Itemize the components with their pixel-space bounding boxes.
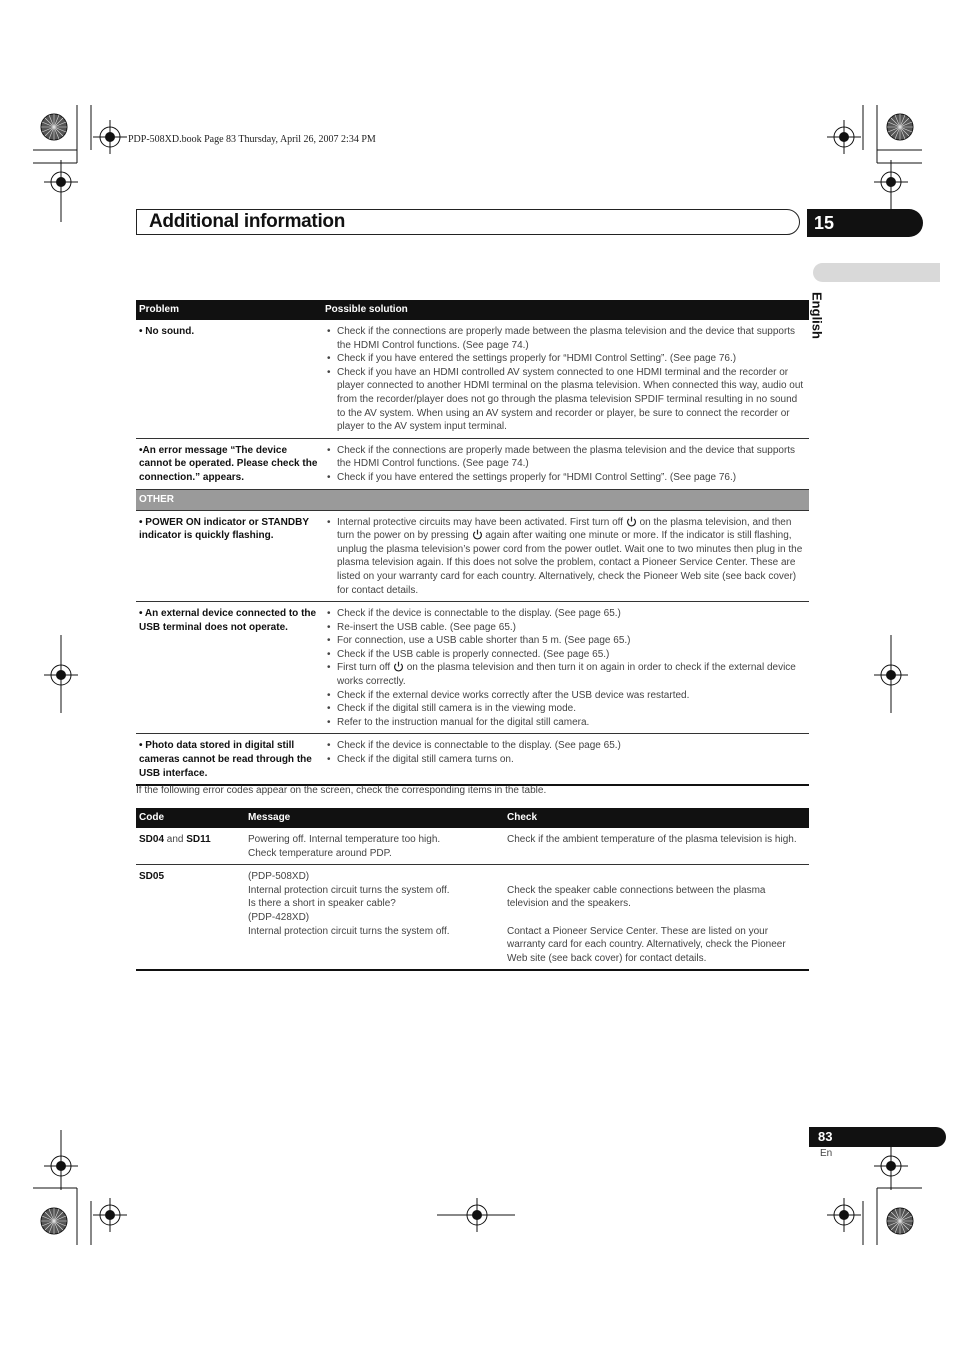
check-text: Contact a Pioneer Service Center. These are listed on your warranty card for each country. Alternatively, check the Pioneer Web site (see back cover) for contact details. <box>507 925 786 964</box>
table-row <box>136 828 809 865</box>
error-code: SD05 <box>139 871 165 883</box>
list-item: • Check if you have an HDMI controlled AV system connected to one HDMI terminal and the recorder or player connected to another HDMI terminal on the plasma television. When connected this way, audio out from the recorder/player does not go through the plasma television SPDIF terminal resulting in no sound to the AV system. When using an AV system and recorder or player, be sure to connect the recorder or player to the AV system input terminal. <box>325 366 806 434</box>
table-row <box>136 320 809 438</box>
check-text: Check the speaker cable connections between the plasma television and the speakers. <box>507 884 766 910</box>
header-code: Code <box>136 808 245 828</box>
header-message: Message <box>245 808 504 828</box>
code-cell <box>136 828 245 865</box>
list-item: • Check if the device is connectable to the display. (See page 65.) <box>325 607 806 621</box>
solution-cell <box>322 734 809 785</box>
check-cell <box>504 865 809 971</box>
table-header-row <box>136 808 809 828</box>
problem-cell: • No sound. <box>136 320 322 438</box>
table-row <box>136 734 809 785</box>
table-row <box>136 865 809 971</box>
list-item: • Check if you have entered the settings properly for “HDMI Control Setting”. (See page 76.) <box>325 352 806 366</box>
error-code: SD11 <box>186 834 211 845</box>
message-cell <box>245 865 504 971</box>
table-row <box>136 510 809 602</box>
solution-text: on the plasma television and then turn it on again in order to check if the external device works correctly. <box>337 662 796 688</box>
solution-cell <box>322 320 809 438</box>
table-row <box>136 602 809 734</box>
power-icon <box>626 516 637 527</box>
language-tab: English <box>809 292 825 339</box>
error-code-table <box>136 808 809 971</box>
list-item <box>325 661 806 688</box>
code-joiner: and <box>164 834 187 845</box>
message-cell <box>245 828 504 865</box>
message-line: Powering off. Internal temperature too high. <box>248 834 441 845</box>
solution-text: First turn off <box>337 662 393 674</box>
problem-cell: • Photo data stored in digital still cameras cannot be read through the USB interface. <box>136 734 322 785</box>
table-header-row <box>136 300 809 320</box>
chapter-title: Additional information <box>149 211 346 232</box>
list-item: • Check if the connections are properly made between the plasma television and the device that supports the HDMI Control functions. (See page 74.) <box>325 444 806 471</box>
table-row <box>136 438 809 489</box>
list-item: • Check if the digital still camera turns on. <box>325 753 806 767</box>
page-number: 83 <box>809 1127 946 1147</box>
check-cell: Check if the ambient temperature of the plasma television is high. <box>504 828 809 865</box>
print-header: PDP-508XD.book Page 83 Thursday, April 26, 2007 2:34 PM <box>128 134 376 145</box>
solution-cell <box>322 510 809 602</box>
power-icon <box>472 529 483 540</box>
language-bar <box>813 263 940 282</box>
solution-text: again after waiting one minute or more. If the indicator is still flashing, unplug the plasma television’s power cord from the power outlet. Wait one to two minutes then plug in the plasma television again. If this does not solve the problem, contact a Pioneer Service Center. These are listed on your warranty card for each country. Alternatively, check the Pioneer Web site (see back cover) for contact details. <box>337 530 803 596</box>
list-item: • Check if the device is connectable to the display. (See page 65.) <box>325 739 806 753</box>
troubleshooting-table <box>136 300 809 786</box>
header-problem: Problem <box>136 300 322 320</box>
list-item: • Check if the USB cable is properly connected. (See page 65.) <box>325 648 806 662</box>
list-item <box>325 516 806 598</box>
chapter-header <box>136 209 800 235</box>
message-line: Internal protection circuit turns the system off. <box>248 925 450 937</box>
list-item: • Check if the connections are properly made between the plasma television and the device that supports the HDMI Control functions. (See page 74.) <box>325 325 806 352</box>
code-cell <box>136 865 245 971</box>
solution-cell <box>322 438 809 489</box>
problem-cell: • POWER ON indicator or STANDBY indicator is quickly flashing. <box>136 510 322 602</box>
page-language: En <box>820 1148 833 1159</box>
list-item: • Re-insert the USB cable. (See page 65.) <box>325 621 806 635</box>
list-item: • For connection, use a USB cable shorter than 5 m. (See page 65.) <box>325 634 806 648</box>
solution-text: on the plasma television, and then turn the power on by pressing <box>337 516 792 542</box>
message-line: Internal protection circuit turns the system off. <box>248 884 450 896</box>
header-solution: Possible solution <box>322 300 809 320</box>
chapter-number: 15 <box>807 209 923 237</box>
message-line: (PDP-428XD) <box>248 911 310 923</box>
list-item: • Check if you have entered the settings properly for “HDMI Control Setting”. (See page 76.) <box>325 471 806 485</box>
message-line: Is there a short in speaker cable? <box>248 898 396 910</box>
power-icon <box>393 661 404 672</box>
list-item: • Check if the digital still camera is in the viewing mode. <box>325 702 806 716</box>
message-line: (PDP-508XD) <box>248 871 310 883</box>
problem-cell: • An external device connected to the USB terminal does not operate. <box>136 602 322 734</box>
problem-cell: •An error message “The device cannot be operated. Please check the connection.” appears. <box>136 438 322 489</box>
list-item: • Refer to the instruction manual for the digital still camera. <box>325 716 806 730</box>
message-line: Check temperature around PDP. <box>248 847 392 859</box>
list-item: • Check if the external device works correctly after the USB device was restarted. <box>325 689 806 703</box>
solution-cell <box>322 602 809 734</box>
error-code-caption: If the following error codes appear on the screen, check the corresponding items in the table. <box>136 785 547 796</box>
solution-text: Internal protective circuits may have been activated. First turn off <box>337 516 626 528</box>
error-code: SD04 <box>139 834 165 845</box>
section-label: OTHER <box>136 489 809 510</box>
header-check: Check <box>504 808 809 828</box>
section-row-other <box>136 489 809 510</box>
